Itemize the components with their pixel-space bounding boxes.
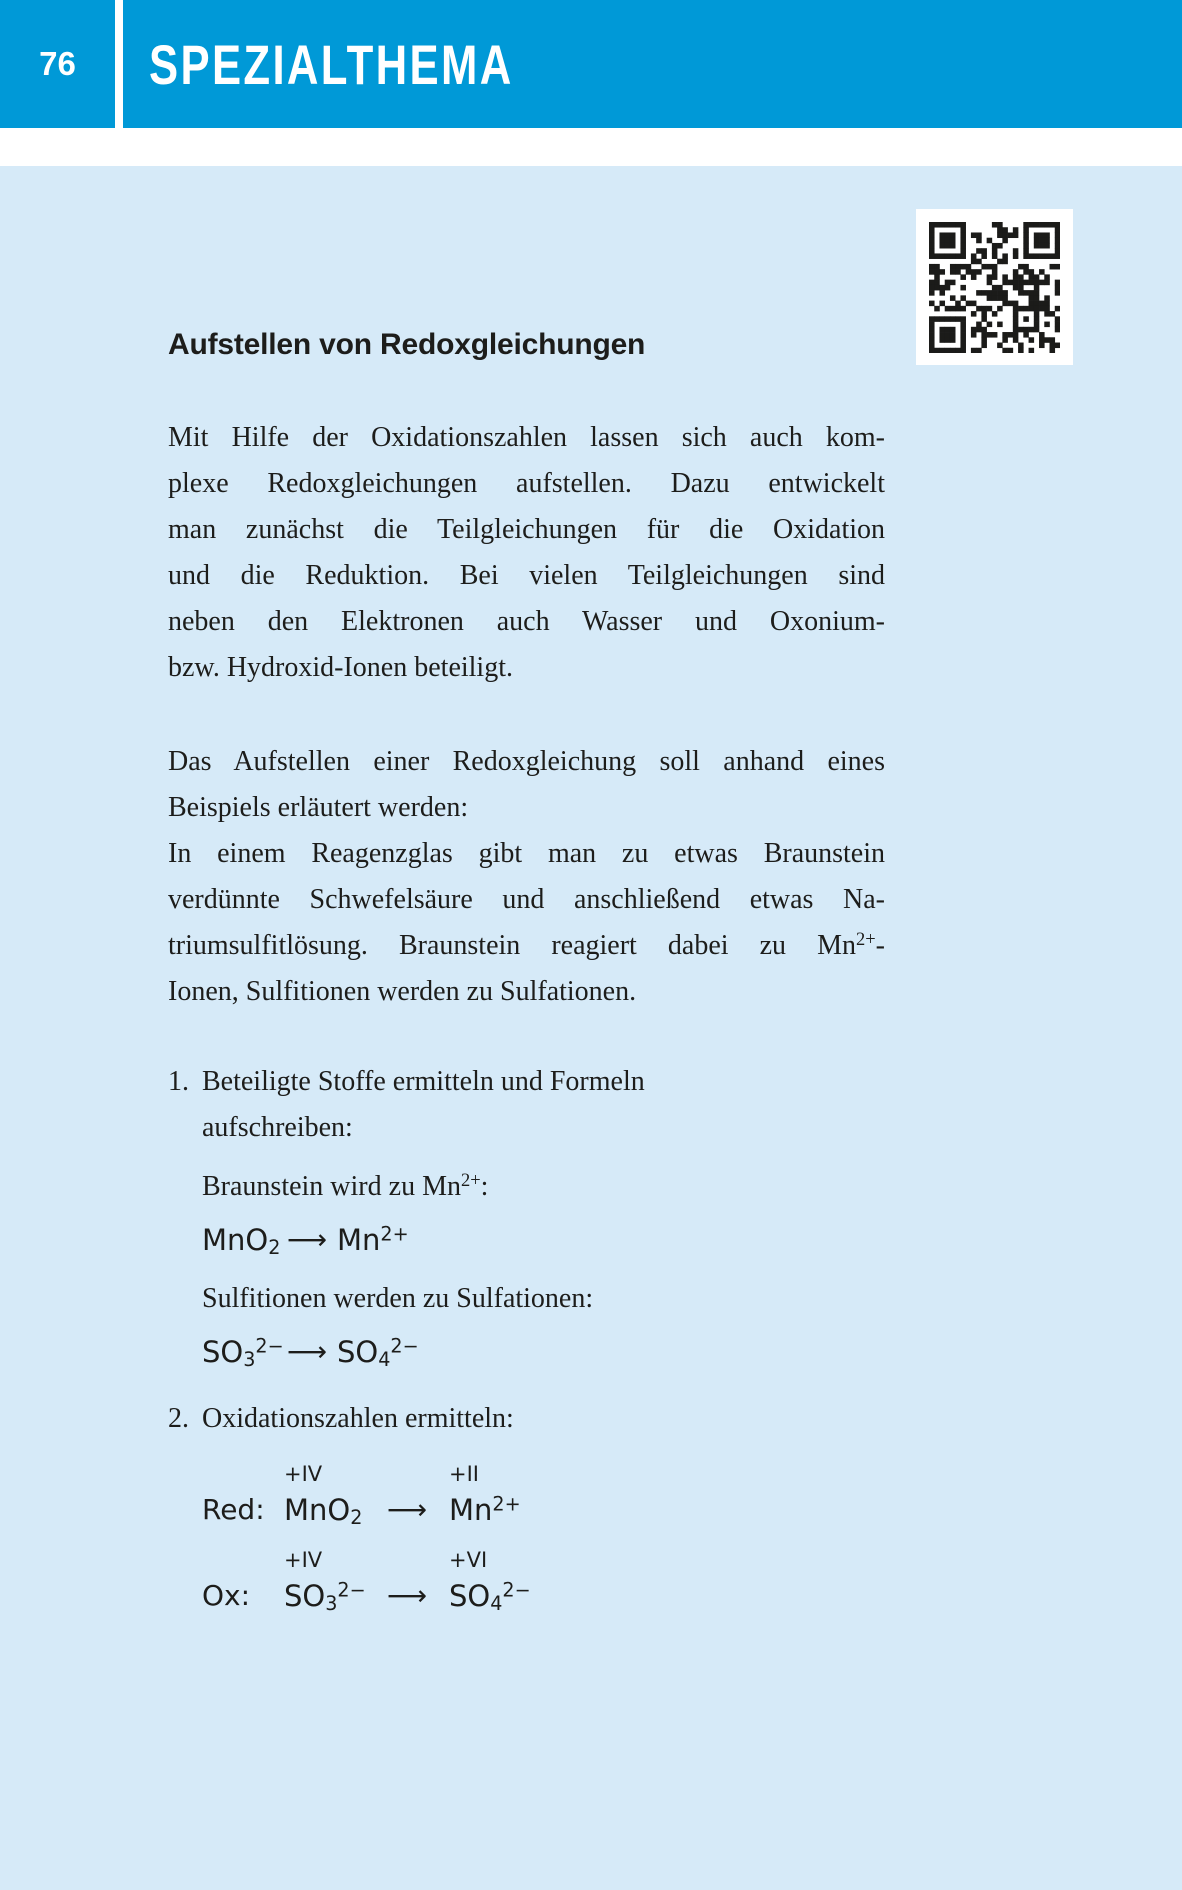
text-line: aufschreiben: — [202, 1112, 353, 1143]
oxidation-number: +II — [449, 1462, 479, 1486]
chem-formula-lhs: MnO$_2$ — [284, 1493, 363, 1529]
chem-formula-rhs: $Mn^{2+}$ — [449, 1492, 521, 1527]
text-line: verdünnte Schwefelsäure und anschließend etwas Na- — [168, 884, 885, 915]
arrow-cell — [387, 1460, 449, 1532]
equation-mno2-to-mn — [202, 1210, 885, 1262]
statement-braunstein — [202, 1164, 885, 1210]
oxidation-number: +IV — [284, 1548, 323, 1572]
paragraph-1 — [168, 415, 885, 691]
paragraph-2 — [168, 739, 885, 1015]
qr-code-icon — [916, 209, 1073, 365]
arrow-cell — [387, 1546, 449, 1618]
oxidation-row — [202, 1546, 885, 1618]
text-line: In einem Reagenzglas gibt man zu etwas Braunstein — [168, 838, 885, 869]
text-column — [168, 327, 885, 1618]
header-divider — [115, 0, 123, 128]
half-reaction-label: Ox: — [202, 1579, 251, 1612]
page-number-box — [0, 0, 115, 128]
text-line: bzw. Hydroxid-Ionen beteiligt. — [168, 652, 513, 683]
content-panel — [0, 166, 1182, 1890]
reaction-arrow-icon: ⟶ — [387, 1493, 428, 1526]
half-reaction-label: Red: — [202, 1493, 265, 1526]
step-number: 2. — [168, 1403, 189, 1434]
section-title: SPEZIALTHEMA — [149, 32, 514, 96]
text-line: neben den Elektronen auch Wasser und Oxonium- — [168, 606, 885, 637]
text-line: Oxidationszahlen ermitteln: — [202, 1403, 514, 1434]
product-cell — [449, 1460, 885, 1532]
text-line: Ionen, Sulfitionen werden zu Sulfationen. — [168, 976, 637, 1007]
step-number: 1. — [168, 1066, 189, 1097]
product-cell — [449, 1546, 885, 1618]
chem-formula-lhs: $SO_3^{2-}$ — [202, 1334, 284, 1371]
statement-sulfit — [202, 1276, 885, 1322]
oxidation-number: +IV — [284, 1462, 323, 1486]
text-line: plexe Redoxgleichungen aufstellen. Dazu entwickelt — [168, 468, 885, 499]
text-line: und die Reduktion. Bei vielen Teilgleichungen sind — [168, 560, 885, 591]
qr-code-pattern — [929, 222, 1060, 353]
text-line: Beispiels erläutert werden: — [168, 792, 469, 823]
text-line: Sulfitionen werden zu Sulfationen: — [202, 1283, 594, 1314]
half-reaction-label-cell — [202, 1460, 284, 1532]
text-line: triumsulfitlösung. Braunstein reagiert dabei zu $Mn^{2+}-$ — [168, 928, 885, 961]
oxidation-number: +VI — [449, 1548, 488, 1572]
page-number: 76 — [39, 45, 76, 82]
reaction-arrow-icon: ⟶ — [387, 1579, 428, 1612]
educt-cell — [284, 1460, 387, 1532]
step-item-1 — [168, 1059, 885, 1151]
text-line: Das Aufstellen einer Redoxgleichung soll anhand eines — [168, 746, 885, 777]
chem-formula-rhs: $Mn^{2+}$ — [337, 1222, 409, 1257]
equation-so3-to-so4 — [202, 1322, 885, 1374]
step-text — [202, 1059, 885, 1151]
header-gap — [0, 128, 1182, 166]
chem-formula-lhs: MnO$_2$ — [202, 1223, 281, 1259]
text-line: man zunächst die Teilgleichungen für die Oxidation — [168, 514, 885, 545]
reduction-row — [202, 1460, 885, 1532]
chem-formula-rhs: $SO_4^{2-}$ — [449, 1578, 531, 1615]
half-reaction-label-cell — [202, 1546, 284, 1618]
page-header — [0, 0, 1182, 128]
step-text — [202, 1396, 885, 1442]
educt-cell — [284, 1546, 387, 1618]
reaction-arrow-icon: ⟶ — [287, 1223, 328, 1256]
text-line: Beteiligte Stoffe ermitteln und Formeln — [202, 1066, 645, 1097]
redox-half-reactions — [202, 1460, 885, 1618]
chem-formula-lhs: $SO_3^{2-}$ — [284, 1578, 366, 1615]
reaction-arrow-icon: ⟶ — [287, 1335, 328, 1368]
topic-heading: Aufstellen von Redoxgleichungen — [168, 328, 646, 361]
chem-formula-rhs: $SO_4^{2-}$ — [337, 1334, 419, 1371]
text-line: Braunstein wird zu $Mn^{2+}$: — [202, 1169, 489, 1202]
text-line: Mit Hilfe der Oxidationszahlen lassen sich auch kom- — [168, 422, 885, 453]
step-item-2 — [168, 1396, 885, 1442]
